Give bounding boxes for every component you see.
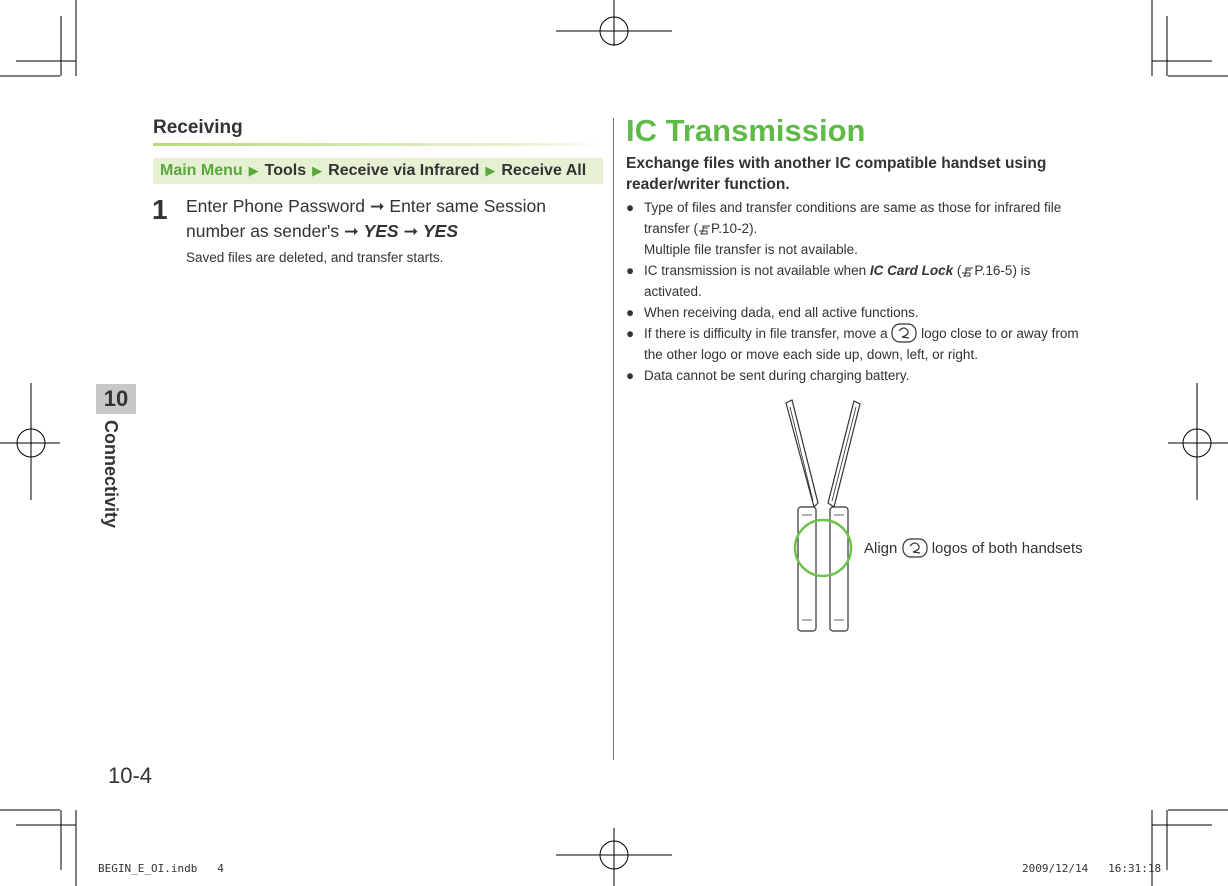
caption-text: Align [864,540,902,557]
bullet-ref[interactable]: P.16-5 [974,263,1013,278]
triangle-right-icon: ▶ [485,163,496,178]
heading-rule [153,143,603,146]
triangle-right-icon: ▶ [312,163,323,178]
reference-hand-icon [961,264,974,277]
list-item [626,365,1086,386]
bullet-text: ) is activated. [644,263,1031,299]
bullet-text: Type of files and transfer conditions are same as those for infrared file transfer ( [644,200,1062,236]
bullet-text: IC transmission is not available when [644,263,870,278]
bullet-text: If there is difficulty in file transfer, move a [644,326,892,341]
print-file-name: BEGIN_E_OI.indb 4 [98,862,224,875]
bullet-icon: ● [626,200,635,215]
bullet-ref[interactable]: P.10-2 [711,221,750,236]
list-item [626,260,1086,302]
bullet-text: When receiving dada, end all active functions. [644,305,919,320]
bullet-keyword: IC Card Lock [869,263,954,278]
step-instruction [186,194,606,244]
chapter-label: Connectivity [101,420,121,529]
step-number: 1 [152,194,168,225]
caption-text: logos of both handsets [927,540,1083,557]
menu-path-receive-all: Receive All [501,162,587,179]
menu-path-receive-infrared: Receive via Infrared [328,162,480,179]
ic-bullet-list [626,197,1086,386]
felica-logo-icon [891,323,917,343]
chapter-number: 10 [96,384,136,414]
illustration-caption [864,538,1083,558]
menu-path [153,158,603,184]
step-text-2: Enter same Session number as sender's [186,196,547,241]
bullet-text: ( [953,263,962,278]
print-timestamp: 2009/12/14 16:31:18 [1022,862,1162,875]
bullet-icon: ● [626,305,635,320]
felica-logo-icon [902,538,928,558]
bullet-text: ). [749,221,758,236]
ic-intro: Exchange files with another IC compatible handset using reader/writer function. [626,155,1047,193]
reference-hand-icon [698,222,711,235]
menu-path-tools: Tools [264,162,307,179]
bullet-icon: ● [626,263,635,278]
step-kw-yes-1: YES [363,221,399,241]
bullet-icon: ● [626,326,635,341]
list-item [626,323,1086,365]
bullet-icon: ● [626,368,635,383]
step-kw-yes-2: YES [423,221,459,241]
list-item [626,302,1086,323]
bullet-text: Data cannot be sent during charging battery. [644,368,910,383]
arrow-right-icon: ➞ [369,196,390,216]
arrow-right-icon: ➞ [403,221,423,241]
triangle-right-icon: ▶ [248,163,259,178]
arrow-right-icon: ➞ [344,221,364,241]
step-text-1: Enter Phone Password [186,196,365,216]
list-item [626,197,1086,260]
receiving-heading: Receiving [153,117,243,138]
handsets-illustration [770,395,870,635]
ic-title: IC Transmission [626,113,866,148]
step-note: Saved files are deleted, and transfer starts. [186,250,444,265]
page-number: 10-4 [108,763,153,788]
bullet-text: logo close to or away from the other logo or move each side up, down, left, or right. [644,326,1079,362]
column-divider [613,118,614,760]
bullet-text: Multiple file transfer is not available. [644,242,858,257]
menu-path-main-menu: Main Menu [160,162,243,179]
